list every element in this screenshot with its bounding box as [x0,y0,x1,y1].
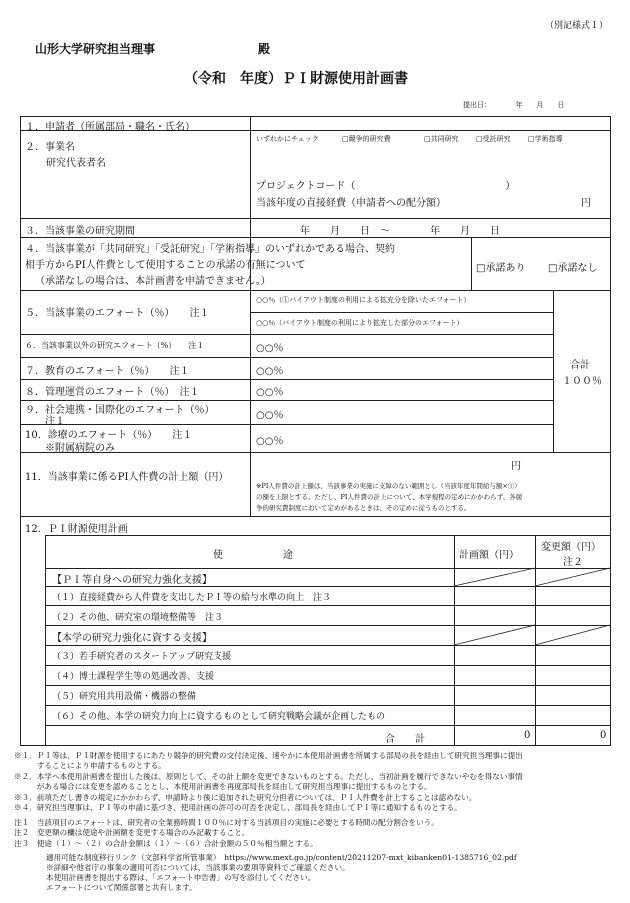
effort-admin-label: ８．管理運営のエフォート（％） 注１ [25,387,200,398]
note-2b: がある場合には変更を認めることとし、本使用計画書を再度部局長を経由して研究担当理事に提出するものとする。 [14,782,432,791]
effort-education-label: ７．教育のエフォート（％） 注１ [25,366,190,377]
rule [471,237,472,290]
note-1b: することにより申請するものとする。 [14,761,166,770]
consent-line1: ４．当該事業が「共同研究」「受託研究」「学術指導」のいずれかである場合、契約 [25,244,395,255]
plan-section-pi: 【ＰＩ等自身への研究力強化支援】 [52,575,212,586]
consent-line2: 相手方からPI人件費として使用することの承諾の有無について [25,260,306,271]
rule [45,568,611,569]
plan-item-5: （５）研究用共用設備・機器の整備 [52,692,197,702]
effort-project-b: ○○％（バイアウト制度の利用により拡充した部分のエフォート） [256,319,464,327]
rule [20,745,611,746]
rule [20,237,611,238]
rule [20,116,21,745]
plan-item-1: （１）直接経費から人件費を支出したＰＩ等の給与水準の向上 注３ [52,593,332,603]
honorific: 殿 [258,42,271,56]
rule [20,379,554,380]
check-prefix: いずれかにチェック [256,135,319,143]
effort-total-label: 合計 [570,360,590,371]
rule [20,334,554,335]
rule [45,705,611,706]
project-name-label: ２．事業名 [25,142,75,153]
direct-cost-label: 当該年度の直接経費（申請者への配分額） [256,198,446,209]
consent-yes[interactable]: □承諾あり [476,263,526,274]
check-competitive[interactable]: □競争的研究費 [342,135,391,143]
effort-project-label: ５．当該事業のエフォート（％） 注１ [25,308,210,319]
note-1a: ※１．ＰＩ等は、ＰＩ財源を使用するにあたり競争的研究費の交付決定後、速やかに本使用計画書を所属する部局の長を経由して研究担当理事に提出 [14,751,523,760]
rule [250,116,251,516]
consent-line3: （承諾なしの場合は、本計画書を申請できません。） [35,276,271,287]
period-value: 年 月 日 〜 年 月 日 [300,226,500,237]
yen-unit: 円 [581,198,591,209]
effort-education-value: ○○％ [256,366,284,377]
rule [610,116,611,745]
plan-item-2: （２）その他、研究室の環境整備等 注３ [52,613,224,623]
effort-clinical-value: ○○％ [256,436,284,447]
rule [45,665,611,666]
rule [20,516,611,517]
rule [45,645,611,646]
effort-social-value: ○○％ [256,410,284,421]
effort-clinical-note: ※附属病院のみ [25,443,115,454]
plan-section-univ: 【本学の研究力強化に資する支援】 [52,633,212,644]
rule [20,290,611,291]
applicant-label: １．申請者（所属部局・職名・氏名） [25,122,195,133]
plan-item-3: （３）若手研究者のスタートアップ研究支援 [52,652,232,662]
rule [20,218,611,219]
chu-3: 注３ 使途（１）～（２）の合計金額は（１）～（６）合計金額の５０％相当額とする。 [14,839,318,848]
plan-total-change: 0 [600,730,607,741]
effort-other-value: ○○％ [256,343,284,354]
rule [20,116,611,117]
plan-item-6: （６）その他、本学の研究力向上に資するものとして研究戦略会議が企画したもの [52,712,386,722]
rule [45,586,611,587]
note-2a: ※２．本学へ本使用計画書を提出した後は、原則として、その計上額を変更できないものとする。ただし、当初計画を履行できないやむを得ない事情 [14,772,523,781]
pi-salary-yen: 円 [511,461,521,472]
pi-name-label: 研究代表者名 [46,158,106,169]
rule [535,535,536,745]
rule [45,725,611,726]
footer-note-2: 本使用計画書を提出する際は、「エフォート申告書」の写を添付してください。 [46,873,316,882]
check-contract[interactable]: □受託研究 [476,135,511,143]
effort-admin-value: ○○％ [256,387,284,398]
chu-2: 注２ 変更額の欄は使途や計画額を変更する場合のみ記載すること。 [14,828,250,837]
note-4: ※４．研究担当理事は、ＰＩ等の申請に基づき、使用計画の許可の可否を決定し、部局長を経由してＰＩ等に通知するものとする。 [14,803,462,812]
form-number: （別記様式１） [544,21,608,31]
note-3: ※３．前項ただし書きの規定にかかわらず、申請時より後に追加された研究分担者については、ＰＩ人件費を計上することは認めない。 [14,793,477,802]
rule [45,535,611,536]
pi-salary-label: 11．当該事業に係るPI人件費の計上額（円） [25,472,229,483]
rule [45,535,46,745]
pi-salary-note3: 争的研究費制度において定めがあるときは、その定めに従うものとする。 [256,504,471,512]
plan-col-change-note: 注２ [563,557,583,568]
plan-label: 12．ＰＩ財源使用計画 [25,524,128,535]
rule [45,625,611,626]
effort-clinical-label: 10．診療のエフォート（％） 注１ [25,430,193,441]
effort-social-label: ９．社会連携・国際化のエフォート（％） [25,405,215,416]
plan-col-change: 変更額（円） [541,542,601,553]
rule [20,357,554,358]
effort-total-value: １００％ [562,376,602,387]
rule [20,424,554,425]
project-code: プロジェクトコード（ ） [256,181,516,192]
rule [45,605,611,606]
effort-other-label: ６．当該事業以外の研究エフォート（%） 注１ [25,341,205,350]
check-joint[interactable]: □共同研究 [424,135,459,143]
page-title: （令和 年度）ＰＩ財源使用計画書 [184,71,408,87]
plan-col-planned: 計画額（円） [459,550,519,561]
rule [553,290,554,452]
footer-note-3: エフォートについて関係部署と共有します。 [46,883,197,892]
footer-note-1: ※詳細や他省庁の事業の適用可否については、当該事業の要項等資料でご確認ください。 [46,863,350,872]
effort-social-note: 注１ [25,416,65,427]
chu-1: 注１ 当該項目のエフォートは、研究者の全業務時間１００％に対する当該項目の実施に必要とする時間の配分割合をいう。 [14,818,439,827]
rule [454,535,455,745]
rule [45,685,611,686]
plan-total-planned: 0 [524,730,531,741]
effort-project-a: ○○％（①バイアウト制度の利用による拡充分を除いたエフォート） [256,296,471,304]
submit-date: 提出日： 年 月 日 [463,101,565,109]
consent-no[interactable]: □承諾なし [548,263,598,274]
addressee: 山形大学研究担当理事 [35,42,156,56]
period-label: ３．当該事業の研究期間 [25,226,135,237]
pi-salary-note1: ※PI人件費の計上額は、当該事業の実施に支障のない範囲とし（当該年度年間給与額×①） [256,482,521,490]
footer-link[interactable]: 適用可能な制度移行リンク（文部科学省所管事業） https://www.mext.go.jp/content/20211207-mxt_kibanken01-1385716_02.pdf [46,853,517,862]
plan-total-label: 合 計 [385,734,425,745]
plan-col-use: 使 途 [213,550,293,561]
plan-item-4: （４）博士課程学生等の処遇改善、支援 [52,672,215,682]
rule [250,312,554,313]
check-academic[interactable]: □学術指導 [528,135,563,143]
pi-salary-note2: の額を上限とする。ただし、PI人件費の計上について、本学規程の定めにかかわらず、各競 [256,493,523,501]
